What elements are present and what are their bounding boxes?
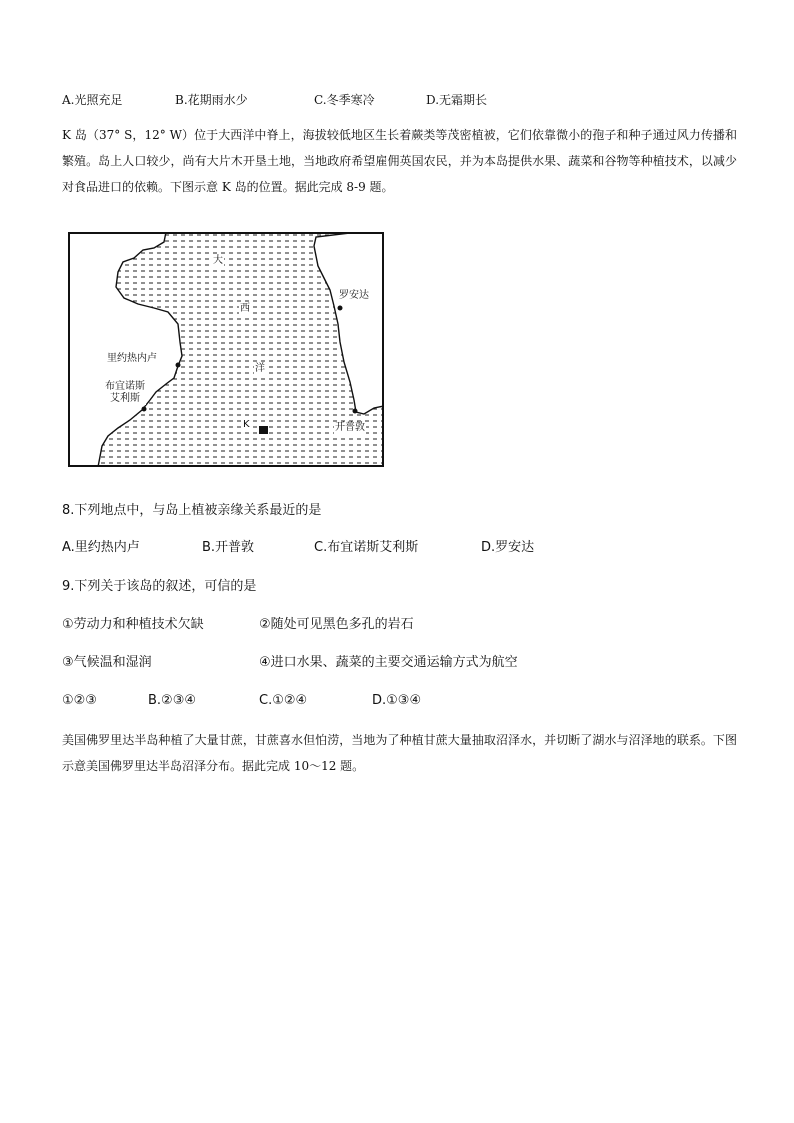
q7-option-c: C.冬季寒冷 (314, 93, 375, 107)
q9-item-4: ④进口水果、蔬菜的主要交通运输方式为航空 (259, 655, 518, 670)
label-rio: 里约热内卢 (107, 353, 157, 364)
q8-option-c: C.布宜诺斯艾利斯 (314, 540, 419, 555)
passage-florida: 美国佛罗里达半岛种植了大量甘蔗，甘蔗喜水但怕涝，当地为了种植甘蔗大量抽取沼泽水，并切断了湖水与沼泽地的联系。下图示意美国佛罗里达半岛沼泽分布。据此完成 10～12 题。 (62, 733, 737, 773)
label-k-island: K (243, 419, 250, 430)
map-k-island-location (68, 232, 384, 467)
q7-option-a: A.光照充足 (62, 93, 123, 107)
q9-stem: 9.下列关于该岛的叙述，可信的是 (62, 579, 257, 594)
rio-dot (176, 363, 181, 368)
buenos-aires-dot (142, 407, 147, 412)
label-capetown: 开普敦 (335, 422, 365, 433)
q9-item-3: ③气候温和湿润 (62, 655, 152, 670)
q8-option-d: D.罗安达 (481, 540, 535, 555)
q9-item-2: ②随处可见黑色多孔的岩石 (259, 617, 414, 632)
q7-option-d: D.无霜期长 (426, 93, 488, 107)
label-buenos-aires-line2: 艾利斯 (110, 393, 140, 404)
k-island-marker (259, 426, 268, 434)
label-buenos-aires (104, 381, 146, 405)
label-luanda: 罗安达 (339, 290, 369, 301)
label-buenos-aires-line1: 布宜诺斯 (105, 381, 145, 392)
q9-option-b: B.②③④ (148, 693, 197, 708)
q9-option-d: D.①③④ (372, 693, 422, 708)
luanda-dot (338, 306, 343, 311)
q9-option-c: C.①②④ (259, 693, 308, 708)
q8-stem: 8.下列地点中，与岛上植被亲缘关系最近的是 (62, 503, 322, 518)
ocean-char-da: 大 (213, 255, 223, 266)
capetown-dot (353, 409, 358, 414)
ocean-char-yang: 洋 (255, 363, 265, 374)
q8-option-a: A.里约热内卢 (62, 540, 140, 555)
q9-option-a: ①②③ (62, 693, 97, 708)
ocean-char-xi: 西 (240, 303, 250, 314)
q7-option-b: B.花期雨水少 (175, 93, 248, 107)
q8-option-b: B.开普敦 (202, 540, 255, 555)
q9-item-1: ①劳动力和种植技术欠缺 (62, 617, 204, 632)
passage-k-island: K 岛（37° S，12° W）位于大西洋中脊上，海拔较低地区生长着蕨类等茂密植被，它们依靠微小的孢子和种子通过风力传播和繁殖。岛上人口较少，尚有大片木开垦土地，当地政府希望雇佣英国农民，并为本岛提供水果、蔬菜和谷物等种植技术，以减少对食品进口的依赖。下图示意 K 岛的位置。据此完成 8-9 题。 (62, 128, 737, 194)
